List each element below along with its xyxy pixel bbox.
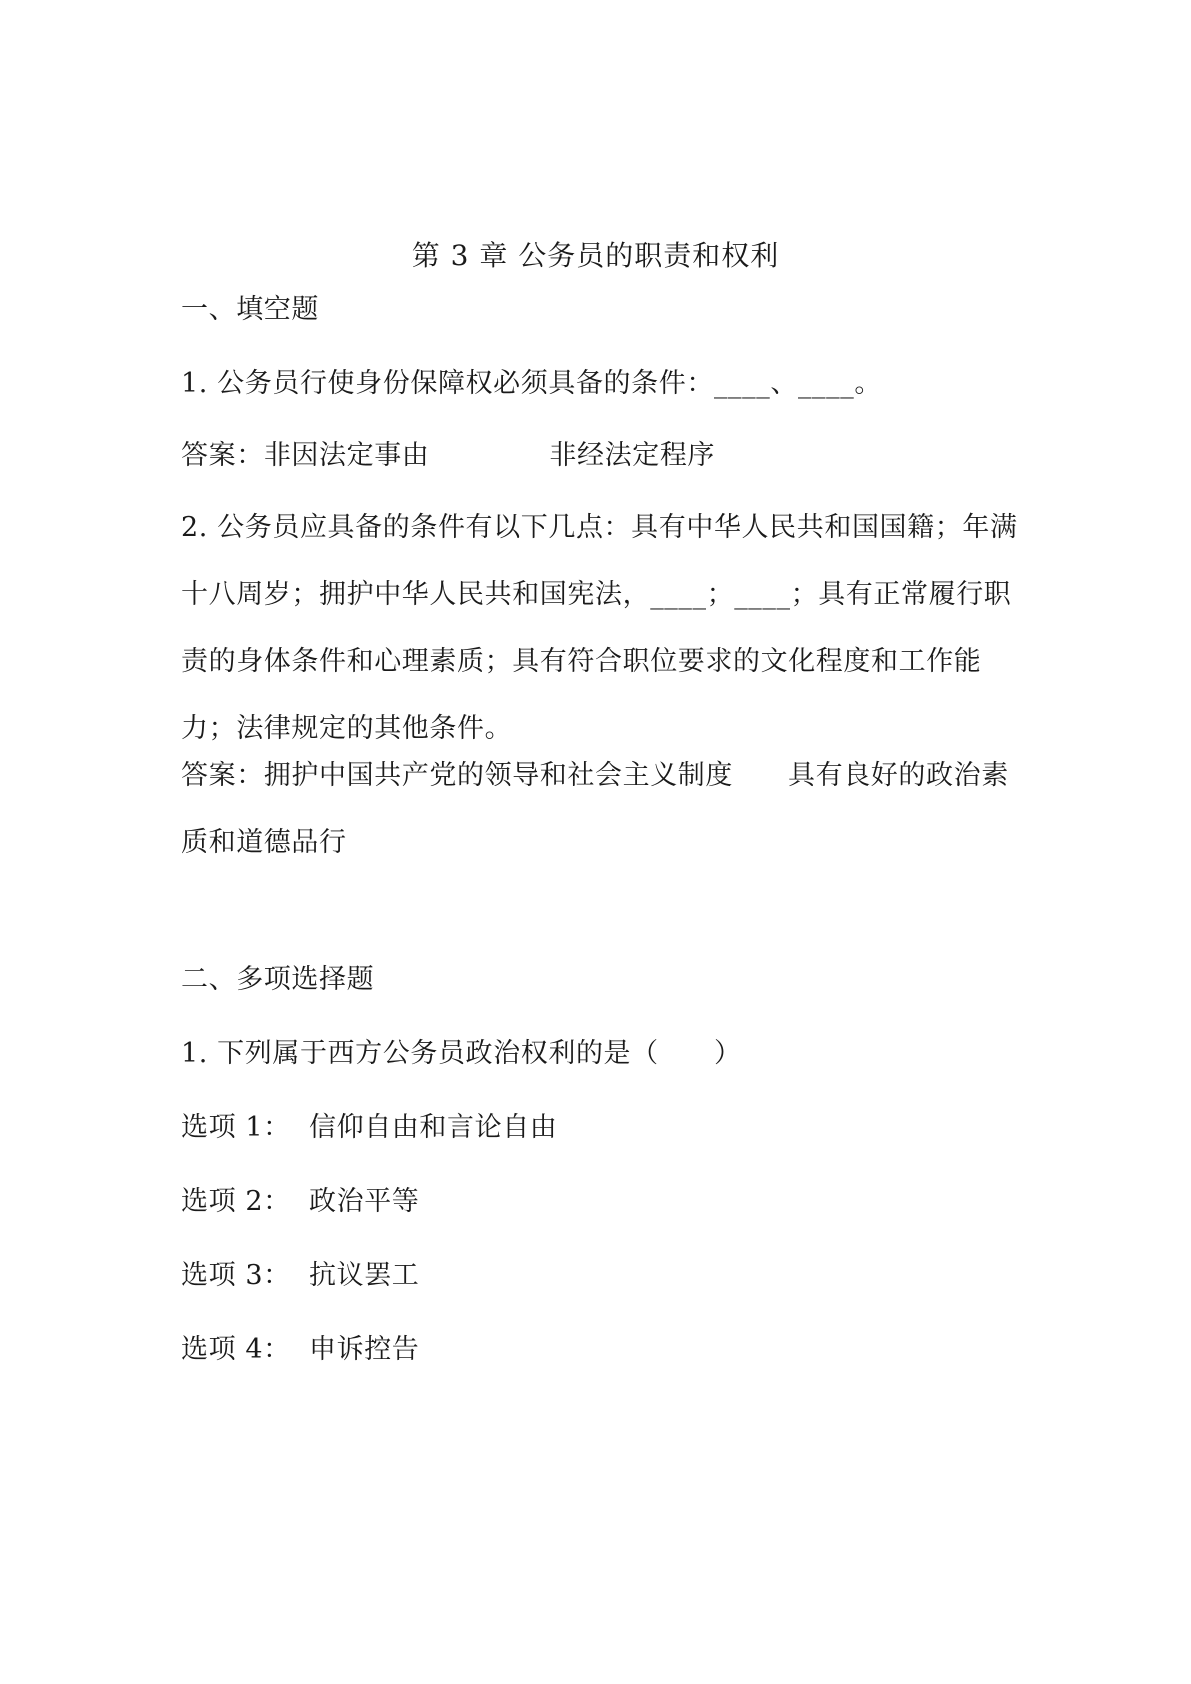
option-2 bbox=[181, 1184, 1021, 1220]
question-2-text bbox=[181, 510, 1021, 778]
answer-2b: 具有良好的政治素 bbox=[788, 760, 1009, 791]
option-3 bbox=[181, 1258, 1021, 1294]
option-3-text: 抗议罢工 bbox=[309, 1260, 420, 1291]
question-2-line: 2. 公务员应具备的条件有以下几点：具有中华人民共和国国籍；年满 bbox=[181, 512, 1018, 543]
answer-2a: 答案：拥护中国共产党的领导和社会主义制度 bbox=[181, 760, 733, 791]
question-2-line: 十八周岁；拥护中华人民共和国宪法，____；____；具有正常履行职 bbox=[181, 579, 1012, 610]
question-1-answer bbox=[181, 438, 1021, 474]
option-1-label: 选项 1： bbox=[181, 1112, 291, 1143]
option-2-text: 政治平等 bbox=[309, 1186, 420, 1217]
option-4-label: 选项 4： bbox=[181, 1334, 291, 1365]
option-1-text: 信仰自由和言论自由 bbox=[309, 1112, 558, 1143]
question-2-line: 力；法律规定的其他条件。 bbox=[181, 713, 513, 744]
option-3-label: 选项 3： bbox=[181, 1260, 291, 1291]
answer-1a: 非因法定事由 bbox=[263, 440, 430, 471]
question-2-answer bbox=[181, 758, 1021, 892]
section-heading-multiple-choice: 二、多项选择题 bbox=[181, 964, 375, 995]
option-4 bbox=[181, 1332, 1021, 1368]
answer-2-line1 bbox=[181, 758, 1021, 825]
chapter-title: 第 3 章 公务员的职责和权利 bbox=[411, 239, 780, 272]
mc-question-1-text: 1. 下列属于西方公务员政治权利的是（ ） bbox=[181, 1038, 742, 1069]
answer-1b: 非经法定程序 bbox=[549, 440, 716, 471]
question-1-text: 1. 公务员行使身份保障权必须具备的条件：____、____。 bbox=[181, 368, 882, 399]
section-heading-fill-blank: 一、填空题 bbox=[181, 294, 319, 325]
option-4-text: 申诉控告 bbox=[309, 1334, 420, 1365]
option-2-label: 选项 2： bbox=[181, 1186, 291, 1217]
answer-2-line2: 质和道德品行 bbox=[181, 827, 347, 858]
question-2-line: 责的身体条件和心理素质；具有符合职位要求的文化程度和工作能 bbox=[181, 646, 982, 677]
answer-prefix: 答案： bbox=[181, 440, 264, 471]
option-1 bbox=[181, 1110, 1021, 1146]
